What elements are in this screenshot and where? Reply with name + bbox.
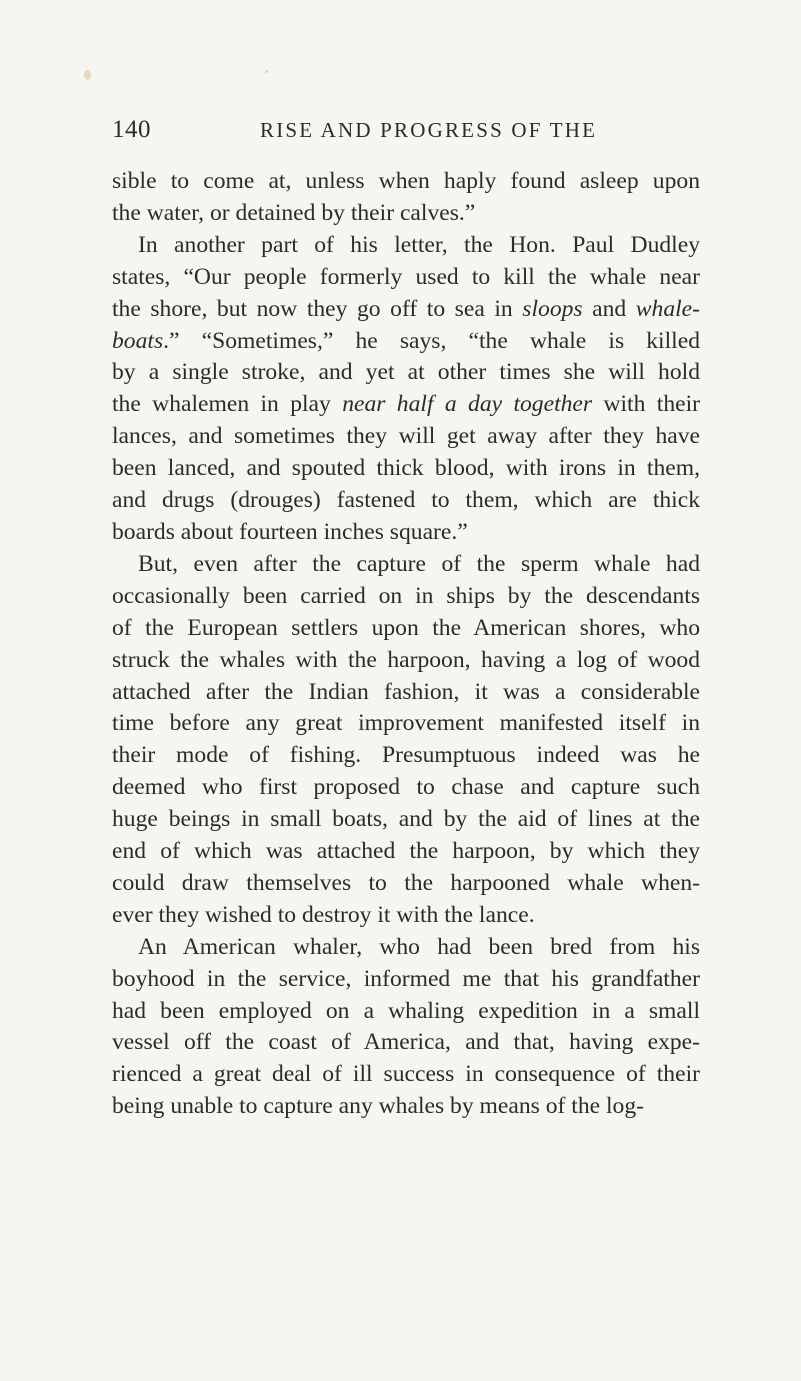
text-line	[112, 294, 700, 326]
text-line	[112, 740, 700, 772]
text-line	[112, 964, 700, 996]
italic-text: sloops	[522, 295, 583, 322]
text-line	[112, 421, 700, 453]
paragraph	[112, 166, 700, 230]
text-run: sible to come at, unless when haply found asleep upon	[112, 168, 700, 194]
text-run: huge beings in small boats, and by the aid of lines at the	[112, 806, 700, 833]
text-run: But, even after the capture of the sperm whale had	[138, 550, 700, 577]
text-run: .” “Sometimes,” he says, “the whale is killed	[163, 327, 700, 354]
running-head	[112, 116, 702, 152]
text-run: lances, and sometimes they will get away after they have	[112, 423, 700, 450]
text-line	[112, 645, 700, 677]
text-line	[112, 326, 700, 358]
text-run: boyhood in the service, informed me that his grandfather	[112, 965, 700, 992]
text-run: been lanced, and spouted thick blood, with irons in them,	[112, 455, 700, 482]
text-run: ever they wished to destroy it with the lance.	[112, 901, 535, 928]
text-run: the water, or detained by their calves.”	[112, 199, 476, 226]
paper-stain	[84, 70, 91, 80]
text-line	[112, 389, 700, 421]
text-line	[112, 996, 700, 1028]
italic-text: near half a day together	[342, 391, 593, 418]
text-line	[112, 1027, 700, 1059]
italic-text: boats	[112, 327, 164, 354]
text-line	[112, 868, 700, 900]
text-line	[112, 708, 700, 740]
text-run: deemed who first proposed to chase and capture such	[112, 774, 700, 801]
text-run: could draw themselves to the harpooned whale when-	[112, 869, 700, 896]
text-line	[112, 230, 700, 262]
text-run: An American whaler, who had been bred from his	[138, 933, 700, 960]
text-run: their mode of fishing. Presumptuous indeed was he	[112, 742, 700, 769]
text-run: end of which was attached the harpoon, by which they	[112, 838, 700, 865]
text-line	[112, 1091, 700, 1123]
text-line	[112, 804, 700, 836]
text-run: time before any great improvement manifested itself in	[112, 710, 700, 737]
text-run: the shore, but now they go off to sea in	[112, 295, 523, 322]
running-title: RISE AND PROGRESS OF THE	[260, 118, 598, 142]
text-line	[112, 1059, 700, 1091]
text-line	[112, 613, 700, 645]
text-line	[112, 549, 700, 581]
paragraph	[112, 932, 700, 1123]
text-line	[112, 836, 700, 868]
text-line	[112, 453, 700, 485]
text-line	[112, 581, 700, 613]
text-line	[112, 677, 700, 709]
text-line	[112, 772, 700, 804]
text-line	[112, 166, 700, 198]
text-run: and	[582, 295, 636, 322]
text-run: attached after the Indian fashion, it was a considerable	[112, 678, 700, 705]
text-line	[112, 262, 700, 294]
text-run: had been employed on a whaling expedition in a small	[112, 997, 700, 1024]
text-run: with their	[592, 391, 700, 418]
text-line	[112, 485, 700, 517]
text-run: the whalemen in play	[112, 391, 343, 418]
page-number: 140	[112, 116, 151, 143]
text-line	[112, 198, 700, 230]
text-run: rienced a great deal of ill success in consequence of their	[112, 1061, 700, 1088]
text-run: boards about fourteen inches square.”	[112, 518, 468, 545]
text-run: being unable to capture any whales by means of the log-	[112, 1093, 644, 1120]
text-line	[112, 932, 700, 964]
text-run: of the European settlers upon the American shores, who	[112, 614, 700, 641]
body-text	[112, 166, 700, 1123]
text-run: states, “Our people formerly used to kill the whale near	[112, 263, 700, 290]
text-line	[112, 900, 700, 932]
text-line	[112, 517, 700, 549]
text-run: by a single stroke, and yet at other times she will hold	[112, 359, 700, 386]
paragraph	[112, 549, 700, 932]
text-run: and drugs (drouges) fastened to them, which are thick	[112, 487, 700, 514]
paper-speck	[265, 70, 268, 73]
text-run: struck the whales with the harpoon, having a log of wood	[112, 646, 700, 673]
text-run: occasionally been carried on in ships by the descendants	[112, 582, 700, 609]
text-run: In another part of his letter, the Hon. Paul Dudley	[138, 231, 700, 258]
text-line	[112, 357, 700, 389]
italic-text: whale-	[635, 295, 700, 322]
paragraph	[112, 230, 700, 549]
text-run: vessel off the coast of America, and that, having expe-	[112, 1029, 700, 1056]
